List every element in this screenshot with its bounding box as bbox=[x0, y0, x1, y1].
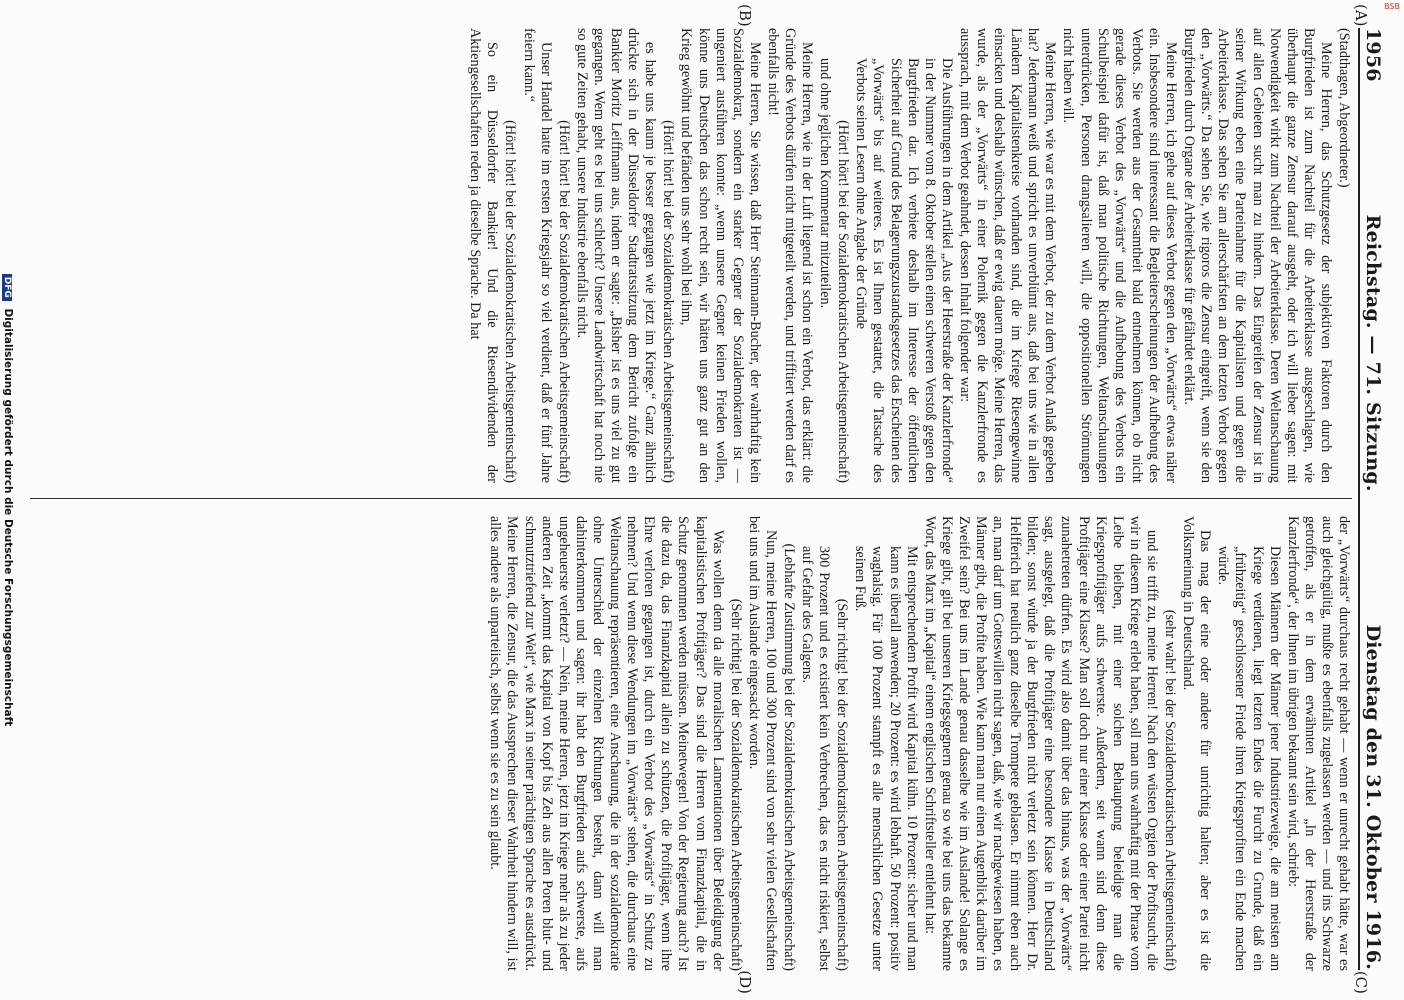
paragraph: Meine Herren, Sie wissen, daß Herr Steinmann-Bucher, der wahrhaftig kein Sozialdemokrat, sondern ein starker Gegner der Sozialdemokraten ist — ungeniert ausführen konnte: „wenn unsere Gegner keinen Frieden wollen, könne uns Deutschen das schon recht sein, wir hätten uns ganz gut an den Krieg gewöhnt und befänden uns sehr wohl bei ihm, bbox=[678, 28, 763, 483]
paragraph: (Stadthagen, Abgeordneter.) bbox=[1336, 28, 1352, 188]
right-text-column bbox=[30, 516, 1352, 971]
paragraph: (Sehr richtig! bei der Sozialdemokratischen Arbeitsgemeinschaft) bbox=[727, 598, 744, 971]
paragraph: und sie trifft zu, meine Herren! Nach den wüsten Orgien der Profitsucht, die wir in diesem Kriege erlebt haben, soll man uns wahrhaftig mit der Phrase vom Leibe bleiben, mit einer solchen Behauptung beleidige man die Kriegsprofitjäger aufs schwerste. Außerdem, seit wann sind denn diese Profitjäger eine Klasse? Man soll doch nur einer Klasse oder einer Partei nicht zunahetreten dürfen. Es wird also damit über das hinaus, was der „Vorwärts“ sagt, ausgelegt, daß die Profitjäger eine besondere Klasse in Deutschland bilden; sonst würde ja der Burgfrieden nicht verletzt sein können. Herr Dr. Helfferich hat neulich ganz dieselbe Trompete geblasen. Er nimmt eben auch an, man darf um Gotteswillen nicht sagen, daß, wie wir nachgewiesen haben, es Männer gibt, die Profite haben. Wie kann man nur einen Augenblick darüber im Zweifel sein? Bei uns im Lande genau dasselbe wie im Auslande! Solange es Kriege gibt, gilt bei unseren Kriegsgegnern genau so wie bei uns das bekannte Wort, das Marx im „Kapital“ einem englischen Schriftsteller entlehnt hat: bbox=[921, 516, 1160, 971]
paragraph: Meine Herren, das Schutzgesetz der subjektiven Faktoren durch den Burgfrieden ist zum Nachteil für die Arbeiterklasse ausgeschlagen, wie überhaupt die ganze Zensur darauf ausgeht, oder ich will lieber sagen: mit Notwendigkeit wirkt zum Nachteil der Arbeiterklasse. Deren Weltanschauung auf allen Gebieten sucht man zu hindern. Das Eingreifen der Zensur ist in seiner Wirkung eben eine Parteinahme für die Kapitalisten und gegen die Arbeiterklasse. Das sehen Sie am allerschärfsten an dem letzten Verbot gegen den „Vorwärts.“ Da sehen Sie, wie rigoros die Zensur eingreift, wenn sie den Burgfrieden durch Organe der Arbeiterklasse für gefährdet erklärt. bbox=[1181, 28, 1334, 483]
paragraph: 300 Prozent und es existiert kein Verbrechen, das es nicht riskiert, selbst auf Gefahr des Galgens. bbox=[799, 546, 833, 971]
paragraph: Meine Herren, wie in der Luft liegend ist schon ein Verbot, das erklärt: die Gründe des Verbots dürfen nicht mitgeteilt werden, und trifftiert werden darf es ebenfalls nicht! bbox=[764, 28, 816, 483]
page-number: 1956 bbox=[1362, 28, 1384, 82]
paragraph: es habe uns kaum je besser gegangen wie jetzt im Kriege.“ Ganz ähnlich drückte sich in der Düsseldorfer Stadtratssitzung dem Bericht zufolge ein Bankier Moritz Leiffmann aus, indem er sagte: „Bisher ist es uns viel zu gut gegangen. Wem geht es bei uns schlecht? Unsere Landwirtschaft hat noch nie so gute Zeiten gehabt, unsere Industrie ebenfalls nicht. bbox=[573, 28, 659, 483]
paragraph: Mit entsprechendem Profit wird Kapital kühn. 10 Prozent: sicher und man kann es überall anwenden; 20 Prozent: es wird lebhaft. 50 Prozent: positiv waghalsig. Für 100 Prozent stampft es alle menschlichen Gesetze unter seinen Fuß. bbox=[852, 546, 920, 971]
paragraph: So ein Düsseldorfer Bankier! Und die Riesendividenden der Aktiengesellschaften reden ja dieselbe Sprache. Da hat bbox=[467, 28, 501, 483]
paragraph: Meine Herren, ich gehe auf dieses Verbot gegen den „Vorwärts“ etwas näher ein. Insbesondere sind interessant die Begleiterscheinungen der Aufhebung des Verbots. Sie werden aus der Gesamtheit bald entnehmen können, ob nicht gerade dieses Verbot des „Vorwärts“ und die Aufhebung des Verbots ein Schulbeispiel dafür ist, daß man politische Richtungen, Weltanschauungen unterdrücken, Personen drangsalieren will, die oppositionellen Strömungen nicht haben will. bbox=[1060, 28, 1180, 483]
dfg-logo: DFG bbox=[2, 274, 12, 301]
paragraph: Das mag der eine oder andere für unrichtig halten; aber es ist die Volksmeinung in Deutschland. bbox=[1180, 516, 1214, 971]
paragraph: Diesen Männern der Männer jener Industriezweige, die am meisten am Kriege verdienen, liegt letzten Endes die Furcht zu Grunde, daß ein „frühzeitig“ geschlossener Friede ihren Kriegsprofiten ein Ende machen würde. bbox=[1215, 546, 1283, 971]
bsb-watermark: BSB bbox=[1384, 2, 1400, 11]
paragraph: (sehr wahr! bei der Sozialdemokratischen Arbeitsgemeinschaft) bbox=[1162, 609, 1179, 971]
column-divider bbox=[30, 498, 1352, 499]
paragraph: Was wollen denn da alle moralischen Lamentationen über Beleidigung der kapitalistischen Profitjäger? Das sind die Herren vom Finanzkapital, die in Schutz genommen werden müssen. Meinetwegen! Von der Regierung auch? Ist die dazu da, das Finanzkapital allein zu schützen, die Profitjäger, wenn ihre Ehre verloren gegangen ist, durch ein Verbot des „Vorwärts“ in Schutz zu nehmen? Und wenn diese Wendungen im „Vorwärts“ stehen, die durchaus eine Weltanschauung repräsentieren, eine Anschauung, die in der sozialdemokratie ohne Unterschied der einzelnen Richtungen besteht, dann will man dahinterkommen und sagen: ihr habt den Burgfrieden aufs schwerste, aufs ungeheuerste verletzt? — Nein, meine Herren, jetzt im Kriege mehr als zu jeder anderen Zeit „kommt das Kapital von Kopf bis Zeh aus allen Poren blut- und schmutztriefend zur Welt“, wie Marx in seiner prächtigen Sprache es ausdrückt. Meine Herren, die Zensur, die das Aussprechen dieser Wahrheit hindern will, ist alles andere als unparteiisch, selbst wenn sie es zu sein glaubt. bbox=[487, 516, 726, 971]
paragraph: (Hört! hört! bei der Sozialdemokratischen Arbeitsgemeinschaft) bbox=[502, 120, 519, 483]
paragraph: (Hört! hört! bei der Sozialdemokratischen Arbeitsgemeinschaft) bbox=[660, 120, 677, 483]
footer-credit: Digitalisierung gefördert durch die Deutsche Forschungsgemeinschaft bbox=[2, 308, 14, 727]
paragraph: (Hört! hört! bei der Sozialdemokratischen Arbeitsgemeinschaft) bbox=[555, 120, 572, 483]
left-text-column bbox=[30, 28, 1352, 483]
paragraph: der „Vorwärts“ durchaus recht gehabt — wenn er unrecht gehabt hätte, war es auch gleichgültig, mußte es ebenfalls zugelassen werden — und ins Schwarze getroffen, als er in dem erwähnten Artikel „In der Heerstraße der Kanzlerfronde“, der Ihnen im übrigen bekannt sein wird, schrieb: bbox=[1284, 516, 1352, 971]
margin-mark-d: (D) bbox=[736, 970, 754, 994]
session-date: Dienstag den 31. Oktober 1916. bbox=[1362, 624, 1384, 970]
paragraph: Die Ausführungen in dem Artikel „Aus der Heerstraße der Kanzlerfronde“ in der Nummer vom 8. Oktober stellen einen schweren Verstoß gegen den Burgfrieden dar. Ich verbiete deshalb im Interesse der öffentlichen Sicherheit auf Grund des Belagerungszustandsgesetzes das Erscheinen des „Vorwärts“ bis auf weiteres. Es ist Ihnen gestattet, die Tatsache des Verbots seinen Lesern ohne Angabe der Gründe bbox=[853, 58, 955, 483]
paragraph: Nun, meine Herren, 100 und 300 Prozent sind von sehr vielen Gesellschaften bei uns und im Auslande eingesackt worden. bbox=[745, 516, 779, 971]
margin-mark-a: (A) bbox=[1352, 4, 1370, 27]
session-title: Reichstag. — 71. Sitzung. bbox=[1362, 214, 1384, 492]
paragraph: und ohne jeglichen Kommentar mitzuteilen. bbox=[817, 58, 834, 309]
margin-mark-c: (C) bbox=[1352, 970, 1370, 994]
page-footer bbox=[2, 0, 14, 1000]
paragraph: (Sehr richtig! bei der Sozialdemokratischen Arbeitsgemeinschaft) bbox=[834, 598, 851, 971]
paragraph: (Lebhafte Zustimmung bei der Sozialdemokratischen Arbeitsgemeinschaft) bbox=[781, 543, 797, 971]
paragraph: Meine Herren, wie war es mit dem Verbot, der zu dem Verbot Anlaß gegeben hat? Jedermann weiß und spricht es unverblümt aus, daß bei uns wie in allen Ländern Kapitalistenkreise vorhanden sind, die im Kriege Riesengewinne einsacken und deshalb wünschen, daß er ewig dauern möge. Meine Herren, das wurde, als der „Vorwärts“ in einer Polemik gegen die Kanzlerfronde es aussprach, mit dem Verbot geahndet, dessen Inhalt folgender war: bbox=[956, 28, 1059, 483]
page-header bbox=[1358, 28, 1386, 970]
margin-mark-b: (B) bbox=[736, 4, 754, 27]
paragraph: (Hört! hört! bei der Sozialdemokratischen Arbeitsgemeinschaft) bbox=[835, 120, 852, 483]
paragraph: Unser Handel hatte im ersten Kriegsjahr so viel verdient, daß er fünf Jahre feiern kann.“ bbox=[520, 28, 554, 483]
